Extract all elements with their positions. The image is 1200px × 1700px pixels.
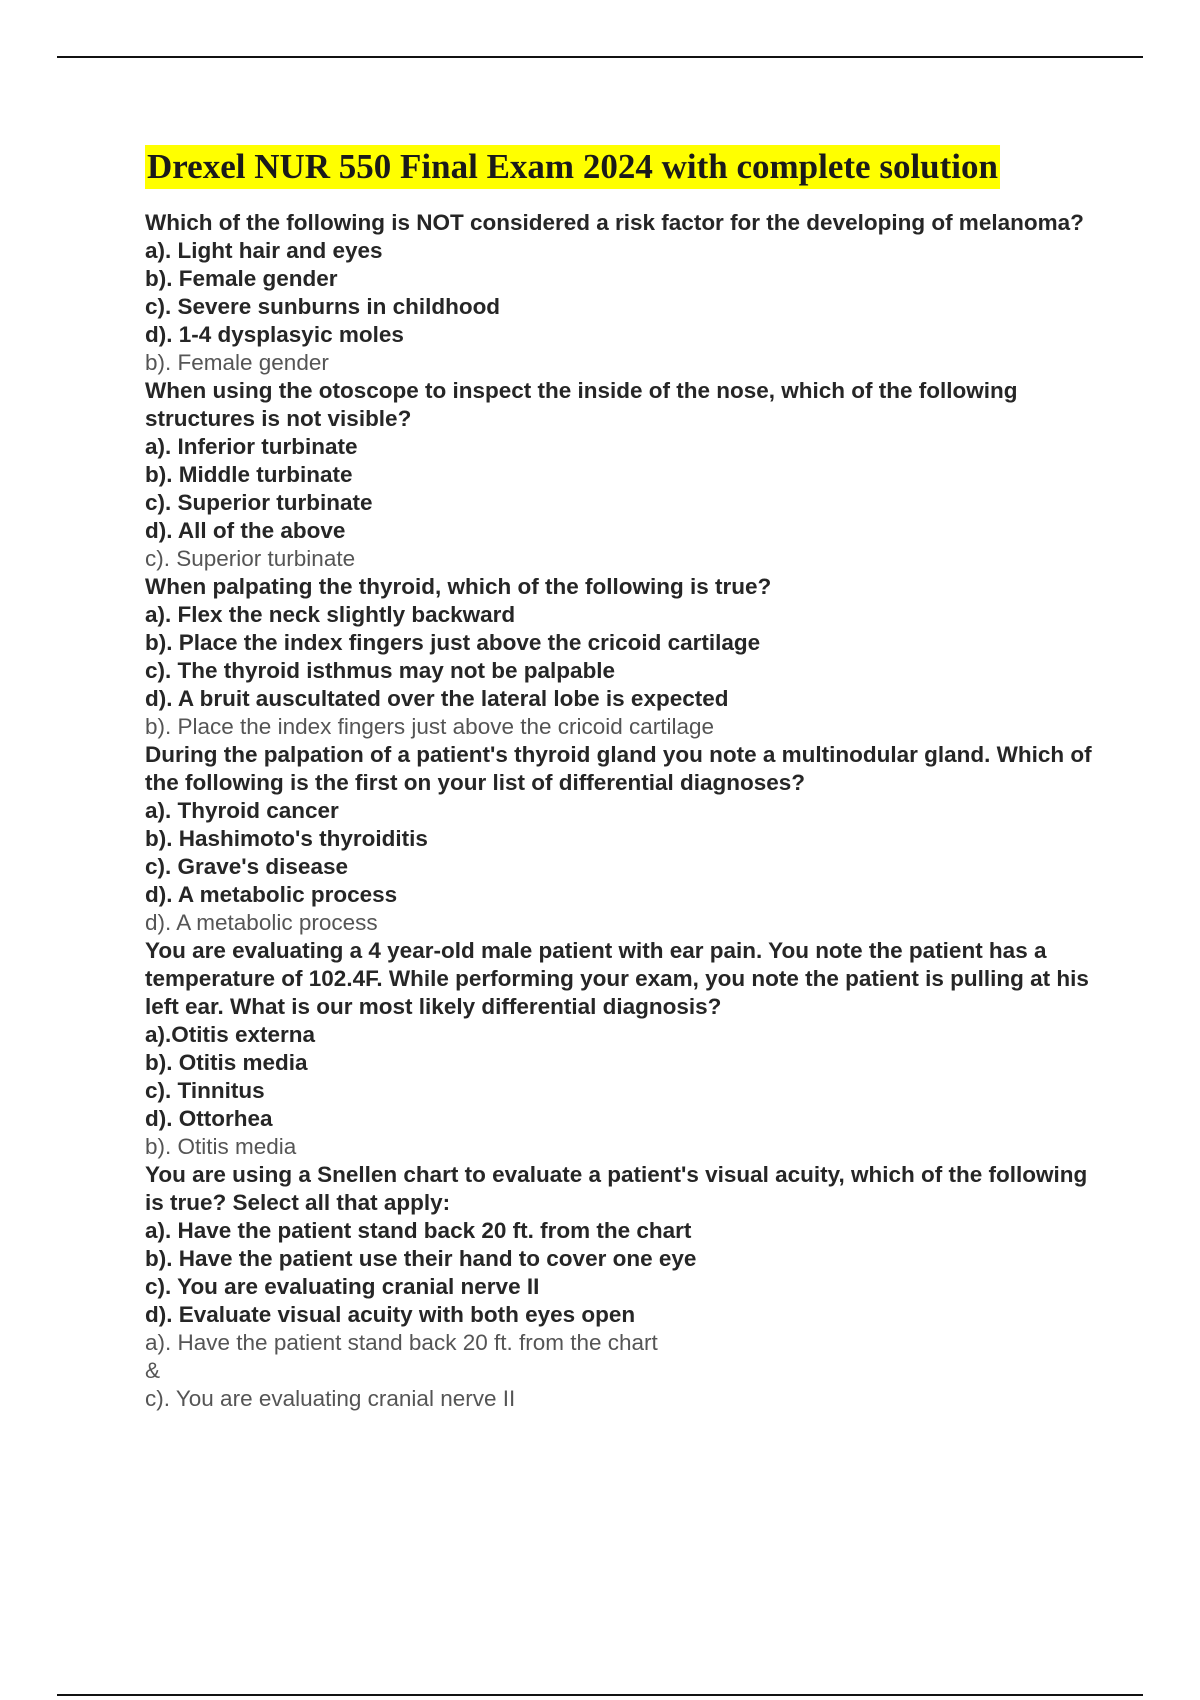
option-a: a).Otitis externa: [145, 1022, 316, 1047]
option-d: d). 1-4 dysplasyic moles: [145, 322, 404, 347]
document-title: Drexel NUR 550 Final Exam 2024 with complete solution: [145, 145, 1000, 189]
option-a: a). Inferior turbinate: [145, 434, 358, 459]
question-text: You are evaluating a 4 year-old male patient with ear pain. You note the patient has a temperature of 102.4F. While performing your exam, you note the patient is pulling at his left ear. What is our most likely differential diagnosis?: [145, 938, 1089, 1019]
question-block: [145, 573, 1095, 741]
answer-text: b). Female gender: [145, 350, 329, 375]
option-d: d). A metabolic process: [145, 882, 398, 907]
question-block: [145, 377, 1095, 573]
answer-separator: &: [145, 1358, 161, 1383]
bottom-rule: [57, 1694, 1143, 1696]
question-text: You are using a Snellen chart to evaluate a patient's visual acuity, which of the following is true? Select all that apply:: [145, 1162, 1088, 1215]
question-block: [145, 937, 1095, 1161]
option-a: a). Flex the neck slightly backward: [145, 602, 516, 627]
option-b: b). Otitis media: [145, 1050, 308, 1075]
question-text: Which of the following is NOT considered a risk factor for the developing of melanoma?: [145, 210, 1084, 235]
answer-text: b). Place the index fingers just above the cricoid cartilage: [145, 714, 715, 739]
question-block: [145, 1161, 1095, 1413]
option-c: c). Superior turbinate: [145, 490, 373, 515]
option-b: b). Have the patient use their hand to cover one eye: [145, 1246, 697, 1271]
answer-text: c). Superior turbinate: [145, 546, 356, 571]
question-text: During the palpation of a patient's thyroid gland you note a multinodular gland. Which of the following is the first on your list of differential diagnoses?: [145, 742, 1092, 795]
answer-text: c). You are evaluating cranial nerve II: [145, 1386, 516, 1411]
option-c: c). Grave's disease: [145, 854, 348, 879]
answer-text: a). Have the patient stand back 20 ft. from the chart: [145, 1330, 658, 1355]
option-c: c). Severe sunburns in childhood: [145, 294, 501, 319]
option-b: b). Hashimoto's thyroiditis: [145, 826, 428, 851]
document-body: [145, 145, 1095, 1413]
option-b: b). Middle turbinate: [145, 462, 353, 487]
question-block: [145, 209, 1095, 377]
option-c: c). Tinnitus: [145, 1078, 265, 1103]
title-wrap: [145, 145, 1095, 189]
option-c: c). The thyroid isthmus may not be palpable: [145, 658, 616, 683]
question-text: When palpating the thyroid, which of the following is true?: [145, 574, 772, 599]
option-a: a). Have the patient stand back 20 ft. from the chart: [145, 1218, 692, 1243]
option-d: d). Evaluate visual acuity with both eyes open: [145, 1302, 636, 1327]
option-d: d). Ottorhea: [145, 1106, 273, 1131]
option-c: c). You are evaluating cranial nerve II: [145, 1274, 540, 1299]
answer-text: d). A metabolic process: [145, 910, 378, 935]
option-a: a). Thyroid cancer: [145, 798, 339, 823]
option-a: a). Light hair and eyes: [145, 238, 383, 263]
question-block: [145, 741, 1095, 937]
option-d: d). A bruit auscultated over the lateral lobe is expected: [145, 686, 729, 711]
option-d: d). All of the above: [145, 518, 346, 543]
question-text: When using the otoscope to inspect the inside of the nose, which of the following structures is not visible?: [145, 378, 1018, 431]
answer-text: b). Otitis media: [145, 1134, 297, 1159]
option-b: b). Female gender: [145, 266, 338, 291]
top-rule: [57, 56, 1143, 58]
option-b: b). Place the index fingers just above the cricoid cartilage: [145, 630, 761, 655]
